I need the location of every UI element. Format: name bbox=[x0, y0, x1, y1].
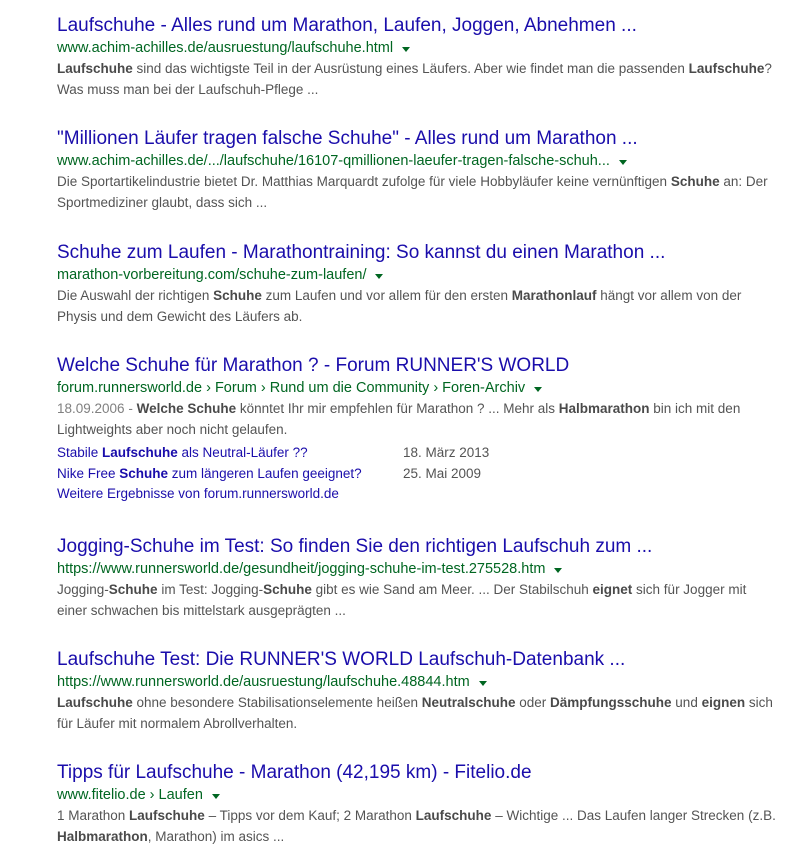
result-url-row bbox=[57, 38, 777, 58]
highlighted-keyword: Laufschuhe bbox=[688, 61, 765, 76]
sitelink[interactable] bbox=[57, 443, 403, 464]
highlighted-keyword: Halbmarathon bbox=[558, 401, 650, 416]
sitelinks bbox=[57, 443, 777, 505]
result-title-link[interactable]: Schuhe zum Laufen - Marathontraining: So kannst du einen Marathon ... bbox=[57, 242, 666, 263]
search-result bbox=[57, 355, 777, 505]
highlighted-keyword: Schuhe bbox=[108, 582, 158, 597]
snippet-text: Die Auswahl der richtigen bbox=[57, 288, 214, 303]
result-url-row bbox=[57, 378, 777, 398]
snippet-text: , Marathon) im asics ... bbox=[147, 828, 285, 844]
snippet-text: Die Sportartikelindustrie bietet Dr. Matthias Marquardt zufolge für viele Hobbyläufer keine vernünftigen bbox=[57, 174, 671, 189]
snippet-text: ohne besondere Stabilisationselemente heißen bbox=[132, 695, 422, 710]
result-title-link[interactable]: Laufschuhe Test: Die RUNNER'S WORLD Laufschuh-Datenbank ... bbox=[57, 649, 626, 670]
search-result bbox=[57, 242, 777, 327]
sitelink-date: 18. März 2013 bbox=[403, 445, 490, 460]
snippet-text: und bbox=[671, 695, 702, 710]
result-title-link[interactable]: Welche Schuhe für Marathon ? - Forum RUNNER'S WORLD bbox=[57, 355, 570, 376]
search-result bbox=[57, 536, 777, 621]
snippet-text: im Test: Jogging- bbox=[157, 582, 264, 597]
result-url-row bbox=[57, 559, 777, 579]
highlighted-keyword: Laufschuhe bbox=[57, 695, 133, 710]
highlighted-keyword: Schuhe bbox=[213, 288, 262, 303]
result-title-link[interactable]: "Millionen Läufer tragen falsche Schuhe" - Alles rund um Marathon ... bbox=[57, 128, 638, 149]
search-result bbox=[57, 649, 777, 734]
more-results-link[interactable]: Weitere Ergebnisse von forum.runnersworld.de bbox=[57, 486, 339, 501]
snippet-text: Jogging- bbox=[57, 582, 109, 597]
sitelink[interactable] bbox=[57, 464, 403, 485]
result-snippet bbox=[57, 399, 777, 440]
search-result bbox=[57, 128, 777, 213]
result-url: https://www.runnersworld.de/gesundheit/jogging-schuhe-im-test.275528.htm bbox=[57, 561, 546, 577]
dropdown-arrow-icon[interactable] bbox=[619, 160, 627, 165]
result-title-link[interactable]: Tipps für Laufschuhe - Marathon (42,195 km) - Fitelio.de bbox=[57, 762, 532, 783]
dropdown-arrow-icon[interactable] bbox=[375, 274, 383, 279]
snippet-text: bin ich mit den Lightweights aber noch nicht gelaufen. bbox=[57, 401, 741, 437]
snippet-text: zum längeren Laufen geeignet? bbox=[168, 465, 362, 481]
result-date: 18.09.2006 - bbox=[57, 401, 137, 416]
snippet-text: hängt vor allem von der Physis und dem Gewicht des Läufers ab. bbox=[57, 288, 742, 324]
snippet-text: 1 Marathon bbox=[57, 808, 130, 823]
highlighted-keyword: Laufschuhe bbox=[57, 61, 133, 76]
snippet-text: – Wichtige ... Das Laufen langer Strecken (z.B. bbox=[491, 808, 776, 823]
dropdown-arrow-icon[interactable] bbox=[212, 794, 220, 799]
highlighted-keyword: Laufschuhe bbox=[102, 445, 178, 460]
dropdown-arrow-icon[interactable] bbox=[402, 47, 410, 52]
snippet-text: sich für Jogger mit einer schwachen bis mittelstark ausgeprägten ... bbox=[57, 582, 747, 618]
result-snippet bbox=[57, 693, 777, 734]
highlighted-keyword: Neutralschuhe bbox=[421, 695, 516, 710]
snippet-text: zum Laufen und vor allem für den ersten bbox=[261, 288, 512, 303]
snippet-text: oder bbox=[515, 695, 551, 710]
snippet-text: Stabile bbox=[57, 445, 103, 460]
snippet-text: Nike Free bbox=[57, 465, 120, 481]
snippet-text: – Tipps vor dem Kauf; 2 Marathon bbox=[204, 808, 416, 823]
result-url: www.achim-achilles.de/ausruestung/laufschuhe.html bbox=[57, 40, 394, 56]
result-snippet bbox=[57, 286, 777, 327]
highlighted-keyword: Laufschuhe bbox=[129, 808, 205, 823]
result-url: www.achim-achilles.de/.../laufschuhe/16107-qmillionen-laeufer-tragen-falsche-schuh... bbox=[57, 153, 610, 169]
search-result bbox=[57, 762, 777, 847]
result-url-row bbox=[57, 672, 777, 692]
snippet-text: gibt es wie Sand am Meer. ... Der Stabilschuh bbox=[311, 582, 593, 597]
snippet-text: könntet Ihr mir empfehlen für Marathon ? ... Mehr als bbox=[236, 401, 559, 416]
result-snippet bbox=[57, 580, 777, 621]
snippet-text: an: Der Sportmediziner glaubt, dass sich ... bbox=[57, 174, 768, 210]
dropdown-arrow-icon[interactable] bbox=[479, 681, 487, 686]
highlighted-keyword: eignet bbox=[592, 582, 633, 597]
highlighted-keyword: Halbmarathon bbox=[57, 828, 148, 844]
sitelink-date: 25. Mai 2009 bbox=[403, 465, 482, 481]
result-url-row bbox=[57, 785, 777, 805]
result-breadcrumb-url: forum.runnersworld.de › Forum › Rund um die Community › Foren-Archiv bbox=[57, 380, 526, 396]
result-url-row bbox=[57, 265, 777, 285]
sitelink-row bbox=[57, 464, 777, 485]
result-snippet bbox=[57, 806, 777, 847]
result-snippet bbox=[57, 172, 777, 213]
sitelink-row bbox=[57, 443, 777, 464]
dropdown-arrow-icon[interactable] bbox=[534, 387, 542, 392]
result-url: https://www.runnersworld.de/ausruestung/laufschuhe.48844.htm bbox=[57, 674, 470, 690]
result-url-row bbox=[57, 151, 777, 171]
snippet-text: sind das wichtigste Teil in der Ausrüstung eines Läufers. Aber wie findet man die passenden bbox=[132, 61, 689, 76]
result-title-link[interactable]: Laufschuhe - Alles rund um Marathon, Laufen, Joggen, Abnehmen ... bbox=[57, 15, 637, 36]
highlighted-keyword: Marathonlauf bbox=[511, 288, 597, 303]
highlighted-keyword: Laufschuhe bbox=[415, 808, 492, 823]
highlighted-keyword: Schuhe bbox=[119, 465, 169, 481]
highlighted-keyword: eignen bbox=[701, 695, 746, 710]
snippet-text: als Neutral-Läufer ?? bbox=[177, 445, 308, 460]
snippet-text: sich für Läufer mit normalem Abrollverhalten. bbox=[57, 695, 773, 731]
result-snippet bbox=[57, 59, 777, 100]
result-title-link[interactable]: Jogging-Schuhe im Test: So finden Sie den richtigen Laufschuh zum ... bbox=[57, 536, 653, 557]
highlighted-keyword: Dämpfungsschuhe bbox=[550, 695, 672, 710]
highlighted-keyword: Schuhe bbox=[670, 174, 720, 189]
highlighted-keyword: Welche Schuhe bbox=[136, 401, 237, 416]
highlighted-keyword: Schuhe bbox=[263, 582, 312, 597]
snippet-text: ? Was muss man bei der Laufschuh-Pflege ... bbox=[57, 61, 772, 97]
dropdown-arrow-icon[interactable] bbox=[554, 568, 562, 573]
result-url: marathon-vorbereitung.com/schuhe-zum-laufen/ bbox=[57, 267, 367, 283]
result-breadcrumb-url: www.fitelio.de › Laufen bbox=[57, 787, 203, 803]
search-result bbox=[57, 15, 777, 100]
